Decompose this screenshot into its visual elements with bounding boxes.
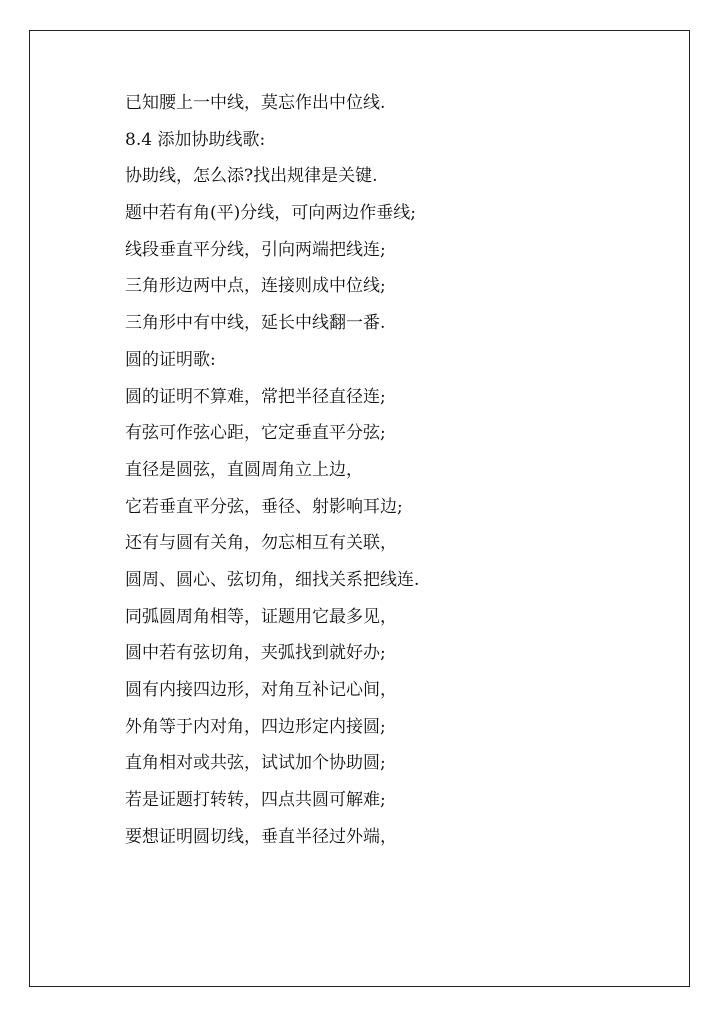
text-line: 还有与圆有关角，勿忘相互有关联， <box>125 533 397 554</box>
text-line: 圆有内接四边形，对角互补记心间， <box>125 680 397 700</box>
section-heading: 8.4 添加协助线歌: <box>125 129 266 150</box>
text-line: 直角相对或共弦，试试加个协助圆; <box>125 753 386 774</box>
document-body <box>125 91 419 861</box>
text-line: 圆周、圆心、弦切角，细找关系把线连. <box>125 569 420 590</box>
text-line: 题中若有角(平)分线，可向两边作垂线; <box>125 203 416 224</box>
text-line: 它若垂直平分弦，垂径、射影响耳边; <box>125 496 403 517</box>
text-line: 已知腰上一中线，莫忘作出中位线. <box>125 93 386 113</box>
text-line: 有弦可作弦心距，它定垂直平分弦; <box>125 423 386 444</box>
text-line: 三角形边两中点，连接则成中位线; <box>125 276 386 297</box>
text-line: 直径是圆弦，直圆周角立上边， <box>125 459 363 480</box>
text-line: 协助线，怎么添?找出规律是关键. <box>125 166 378 187</box>
text-line: 圆中若有弦切角，夹弧找到就好办; <box>125 643 386 664</box>
text-line: 外角等于内对角，四边形定内接圆; <box>125 716 386 737</box>
section-heading: 圆的证明歌: <box>125 349 216 370</box>
text-line: 线段垂直平分线，引向两端把线连; <box>125 239 386 260</box>
text-line: 若是证题打转转，四点共圆可解难; <box>125 790 386 811</box>
text-line: 圆的证明不算难，常把半径直径连; <box>125 386 386 407</box>
text-line: 同弧圆周角相等，证题用它最多见， <box>125 606 397 627</box>
text-line: 要想证明圆切线，垂直半径过外端， <box>125 826 397 847</box>
text-line: 三角形中有中线，延长中线翻一番. <box>125 313 386 334</box>
